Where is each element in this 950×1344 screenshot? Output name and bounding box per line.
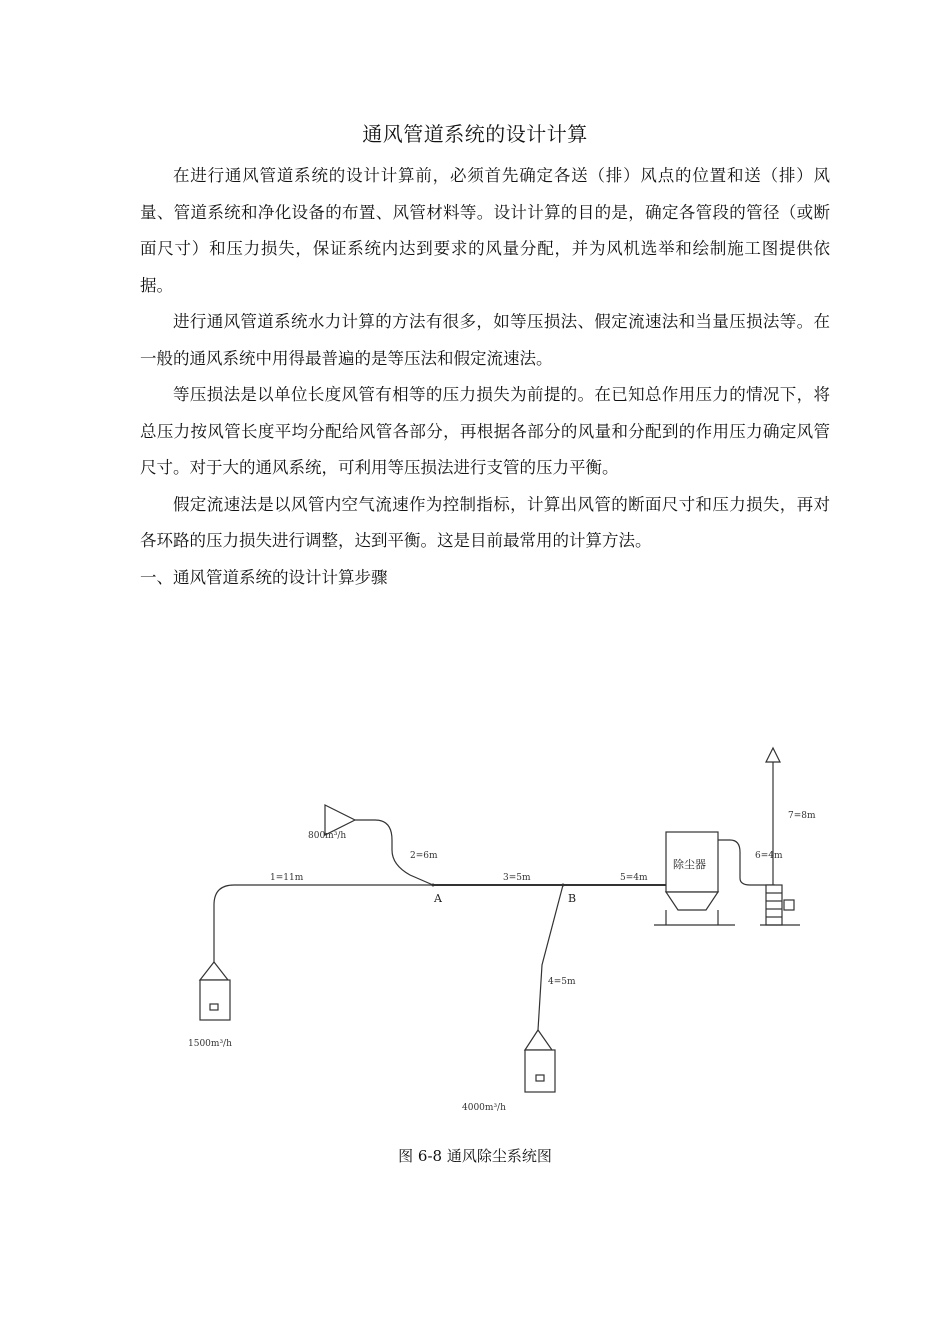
flow-label-800: 800m³/h	[308, 831, 347, 841]
body-text	[140, 158, 830, 596]
segment-label-2: 2=6m	[410, 851, 438, 861]
fan-icon	[766, 885, 794, 925]
hood-bottom-icon	[525, 1030, 555, 1092]
exhaust-arrow-icon	[766, 748, 780, 762]
paragraph-3: 等压损法是以单位长度风管有相等的压力损失为前提的。在已知总作用压力的情况下，将总压力按风管长度平均分配给风管各部分，再根据各部分的风量和分配到的作用压力确定风管尺寸。对于大的通风系统，可利用等压损法进行支管的压力平衡。	[140, 385, 830, 477]
page-title: 通风管道系统的设计计算	[362, 122, 588, 146]
segment-label-7: 7=8m	[788, 811, 816, 821]
figure-caption: 图 6-8 通风除尘系统图	[398, 1147, 552, 1165]
segment-label-5: 5=4m	[620, 873, 648, 883]
node-label-b: B	[568, 892, 577, 905]
ventilation-system-diagram	[170, 740, 830, 1120]
dust-collector-label: 除尘器	[673, 858, 706, 871]
flow-label-4000: 4000m³/h	[462, 1103, 506, 1113]
hood-left-icon	[200, 962, 230, 1020]
duct-segment-6	[718, 840, 775, 885]
flow-label-1500: 1500m³/h	[188, 1039, 232, 1049]
section-heading: 一、通风管道系统的设计计算步骤	[140, 567, 388, 587]
dust-collector-icon	[666, 832, 718, 925]
duct-segment-1	[214, 885, 433, 962]
junction-b-marker	[562, 884, 565, 887]
duct-segment-4	[538, 885, 563, 1030]
node-label-a: A	[434, 892, 442, 905]
junction-a-marker	[432, 884, 435, 887]
segment-label-3: 3=5m	[503, 873, 531, 883]
paragraph-4: 假定流速法是以风管内空气流速作为控制指标，计算出风管的断面尺寸和压力损失，再对各环路的压力损失进行调整，达到平衡。这是目前最常用的计算方法。	[140, 494, 830, 550]
segment-label-6: 6=4m	[755, 851, 783, 861]
segment-label-1: 1=11m	[270, 873, 304, 883]
paragraph-1: 在进行通风管道系统的设计计算前，必须首先确定各送（排）风点的位置和送（排）风量、管道系统和净化设备的布置、风管材料等。设计计算的目的是，确定各管段的管径（或断面尺寸）和压力损失，保证系统内达到要求的风量分配，并为风机选举和绘制施工图提供依据。	[140, 166, 830, 295]
segment-label-4: 4=5m	[548, 977, 576, 987]
paragraph-2: 进行通风管道系统水力计算的方法有很多，如等压损法、假定流速法和当量压损法等。在一般的通风系统中用得最普遍的是等压法和假定流速法。	[140, 312, 830, 368]
